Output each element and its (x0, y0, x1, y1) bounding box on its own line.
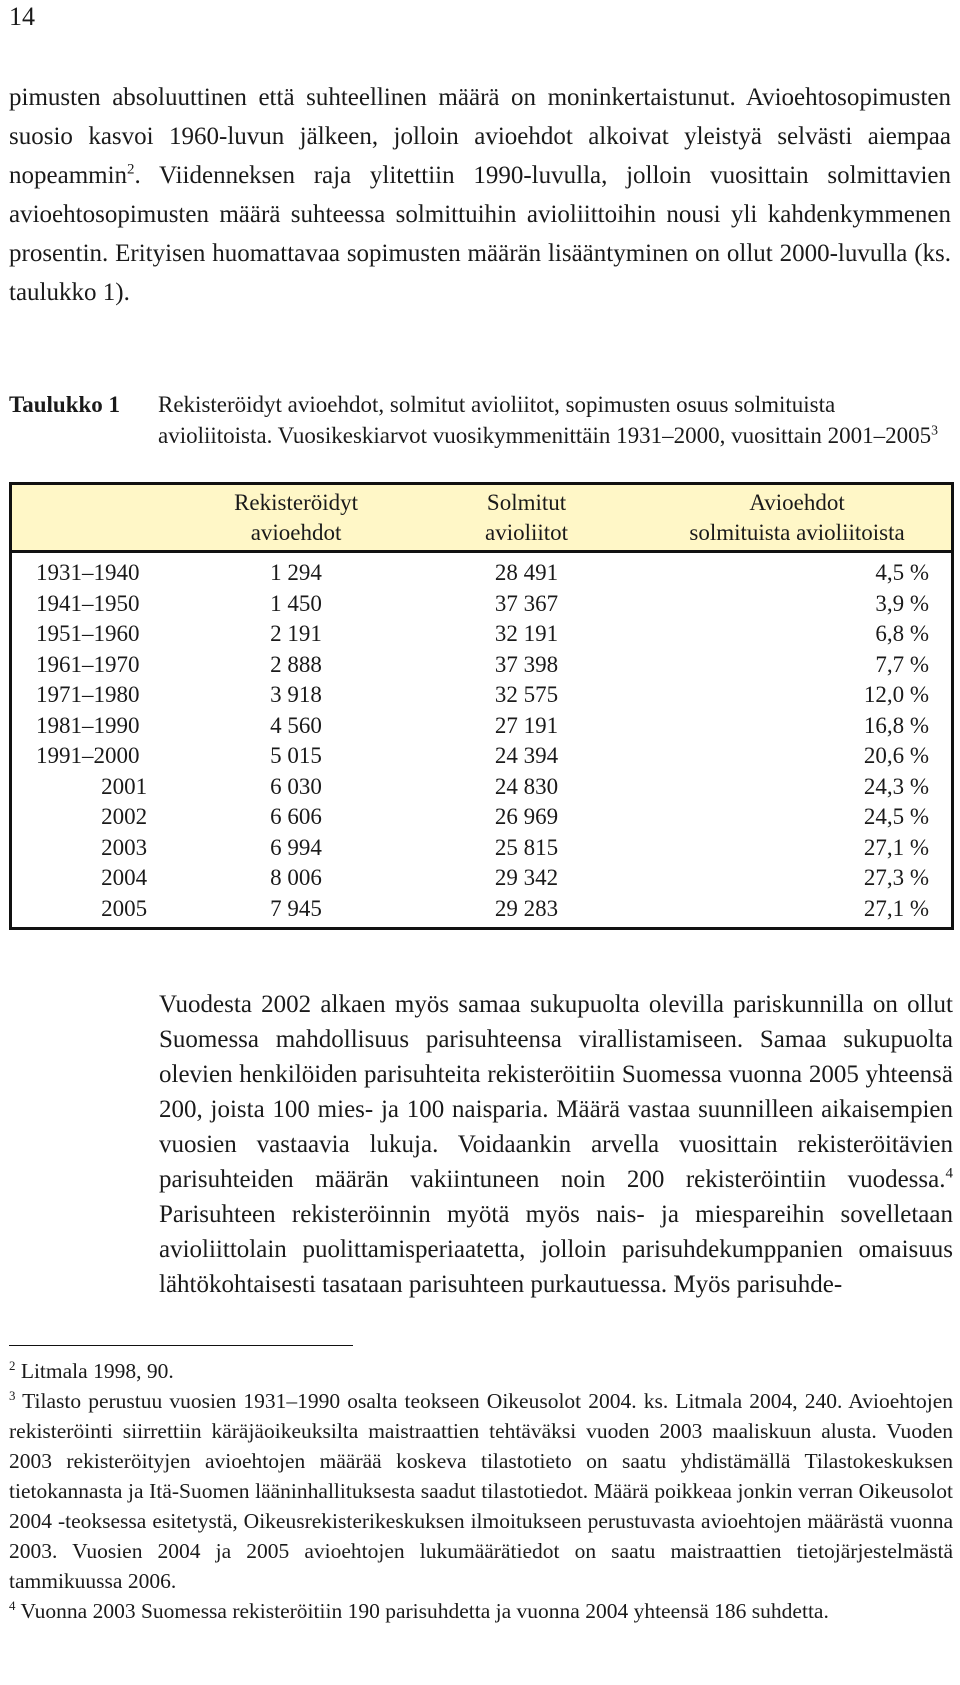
cell-share: 7,7 % (875, 651, 929, 677)
cell-marriages: 28 491 (494, 560, 559, 585)
cell-marriages: 29 283 (494, 895, 559, 921)
marriage-contracts-table (9, 482, 954, 930)
cell-period: 2003 (101, 834, 148, 860)
cell-marriages: 37 398 (494, 651, 559, 677)
cell-registered: 6 606 (270, 804, 322, 829)
header-marriages-line1: Solmitut (486, 490, 567, 515)
cell-registered: 1 294 (270, 560, 322, 585)
body-text-rest: Parisuhteen rekisteröinnin myötä myös nais- ja miespareihin sovelletaan avioliittolain puolittamisperiaatetta, jolloin parisuhdekumppanien omaisuus lähtökohtaisesti tasataan parisuhteen purkautuessa. Myös parisuhde- (159, 1201, 953, 1298)
table-row (11, 552, 953, 589)
cell-share: 12,0 % (863, 682, 929, 707)
cell-marriages: 27 191 (494, 712, 559, 738)
header-period (11, 484, 183, 552)
body-paragraph (159, 987, 953, 1302)
cell-period: 2004 (101, 865, 148, 890)
footnote-text: Vuonna 2003 Suomessa rekisteröitiin 190 parisuhdetta ja vuonna 2004 yhteensä 186 suhdetta. (15, 1599, 829, 1623)
footnote-ref-3[interactable]: 3 (931, 422, 939, 438)
footnote-text: Tilasto perustuu vuosien 1931–1990 osalta teokseen Oikeusolot 2004. ks. Litmala 2004, 240. Avioehtojen rekisteröinti siirrettiin käräjäoikeuksilta maistraattien tehtäväksi vuoden 2003 maaliskuun alusta. Vuoden 2003 rekisteröityjen avioehtojen määrää koskeva tilastotieto on saatu yhdistämällä Tilastokeskuksen tietokannasta ja Itä-Suomen lääninhallituksesta saadut tilastotiedot. Määrä poikkeaa jonkin verran Oikeusolot 2004 -teoksessa esitetystä, Oikeusrekisterikeskuksen ilmoitukseen perustuvasta avioehtojen määrästä vuonna 2003. Vuosien 2004 ja 2005 avioehtojen lukumäärätiedot on saatu maistraattien tietojärjestelmästä tammikuussa 2006. (9, 1389, 953, 1593)
table-row (11, 589, 953, 620)
header-marriages (410, 484, 643, 552)
cell-marriages: 24 394 (494, 743, 559, 768)
table-row (11, 772, 953, 803)
cell-registered: 6 030 (270, 773, 322, 799)
header-registered-line2: avioehdot (250, 520, 342, 545)
cell-share: 27,1 % (863, 895, 929, 921)
cell-share: 20,6 % (863, 743, 929, 768)
cell-registered: 3 918 (270, 682, 322, 707)
header-share-line2: solmituista avioliitoista (689, 520, 905, 545)
cell-period: 1991–2000 (36, 743, 140, 768)
table-row (11, 863, 953, 894)
cell-marriages: 32 191 (494, 621, 559, 646)
table-row (11, 680, 953, 711)
cell-registered: 5 015 (270, 743, 322, 768)
cell-registered: 8 006 (270, 865, 322, 890)
header-registered-line1: Rekisteröidyt (234, 490, 359, 515)
cell-marriages: 26 969 (494, 804, 559, 829)
footnote-2 (9, 1356, 953, 1386)
table-row (11, 833, 953, 864)
table-row (11, 619, 953, 650)
cell-registered: 6 994 (270, 834, 322, 860)
footnote-divider (9, 1345, 353, 1346)
page-number: 14 (9, 2, 35, 31)
table-row (11, 650, 953, 681)
table-caption-body: Rekisteröidyt avioehdot, solmitut avioliitot, sopimusten osuus solmituista avioliitoista. Vuosikeskiarvot vuosikymmenittäin 1931–2000, vuosittain 2001–2005 (158, 392, 932, 448)
cell-registered: 1 450 (270, 590, 322, 616)
header-share-line1: Avioehdot (749, 490, 845, 515)
body-text: Vuodesta 2002 alkaen myös samaa sukupuolta olevilla pariskunnilla on ollut Suomessa mahdollisuus parisuhteensa virallistamiseen. Samaa sukupuolta olevien henkilöiden parisuhteita rekisteröitiin Suomessa vuonna 2005 yhteensä 200, joista 100 mies- ja 100 naisparia. Määrä vastaa suunnilleen aikaisempien vuosien vastaavia lukuja. Voidaankin arvella vuosittain rekisteröitävien parisuhteiden määrän vakiintuneen noin 200 rekisteröintiin vuodessa. (159, 991, 953, 1193)
footnotes (9, 1356, 953, 1626)
cell-period: 2001 (101, 773, 148, 799)
footnote-4 (9, 1596, 953, 1626)
cell-marriages: 25 815 (494, 834, 559, 860)
cell-registered: 7 945 (270, 895, 322, 921)
footnote-number: 2 (9, 1358, 16, 1373)
table-header-row (11, 484, 953, 552)
table-body (11, 552, 953, 929)
table-row (11, 894, 953, 929)
cell-period: 1951–1960 (36, 621, 140, 646)
cell-period: 2002 (101, 804, 148, 829)
table-row (11, 802, 953, 833)
table-caption-label: Taulukko 1 (9, 392, 121, 417)
cell-marriages: 32 575 (494, 682, 559, 707)
cell-registered: 2 191 (270, 621, 322, 646)
cell-share: 27,1 % (863, 834, 929, 860)
intro-text-rest: . Viidenneksen raja ylitettiin 1990-luvulla, jolloin vuosittain solmittavien avioehtosopimusten määrä suhteessa solmittuihin avioliittoihin nousi yli kahdenkymmenen prosentin. Erityisen huomattavaa sopimusten määrän lisääntyminen on ollut 2000-luvulla (ks. taulukko 1). (9, 162, 951, 306)
cell-period: 1981–1990 (36, 712, 140, 738)
cell-share: 24,3 % (863, 773, 929, 799)
header-marriages-line2: avioliitot (485, 520, 569, 545)
footnote-number: 4 (9, 1598, 16, 1613)
cell-period: 1941–1950 (36, 590, 140, 616)
table-caption (9, 389, 953, 451)
table-row (11, 741, 953, 772)
cell-registered: 4 560 (270, 712, 322, 738)
footnote-text: Litmala 1998, 90. (15, 1359, 174, 1383)
cell-period: 1971–1980 (36, 682, 140, 707)
footnote-3 (9, 1386, 953, 1596)
intro-text: pimusten absoluuttinen että suhteellinen määrä on moninkertaistunut. Avioehtosopimusten suosio kasvoi 1960-luvun jälkeen, jolloin avioehdot alkoivat yleistyä selvästi aiempaa nopeammin (9, 84, 951, 189)
cell-share: 16,8 % (863, 712, 929, 738)
cell-marriages: 24 830 (494, 773, 559, 799)
footnote-ref-2[interactable]: 2 (127, 161, 135, 178)
cell-share: 4,5 % (875, 560, 929, 585)
cell-period: 1961–1970 (36, 651, 140, 677)
cell-period: 1931–1940 (36, 560, 140, 585)
cell-share: 24,5 % (863, 804, 929, 829)
header-registered (182, 484, 410, 552)
header-share (643, 484, 952, 552)
cell-marriages: 29 342 (494, 865, 559, 890)
footnote-number: 3 (9, 1388, 16, 1403)
table-caption-text (158, 389, 953, 451)
cell-registered: 2 888 (270, 651, 322, 677)
footnote-ref-4[interactable]: 4 (945, 1165, 953, 1182)
cell-share: 3,9 % (875, 590, 929, 616)
cell-share: 6,8 % (875, 621, 929, 646)
cell-period: 2005 (101, 895, 148, 921)
cell-marriages: 37 367 (494, 590, 559, 616)
intro-paragraph (9, 78, 951, 312)
cell-share: 27,3 % (863, 865, 929, 890)
table-row (11, 711, 953, 742)
